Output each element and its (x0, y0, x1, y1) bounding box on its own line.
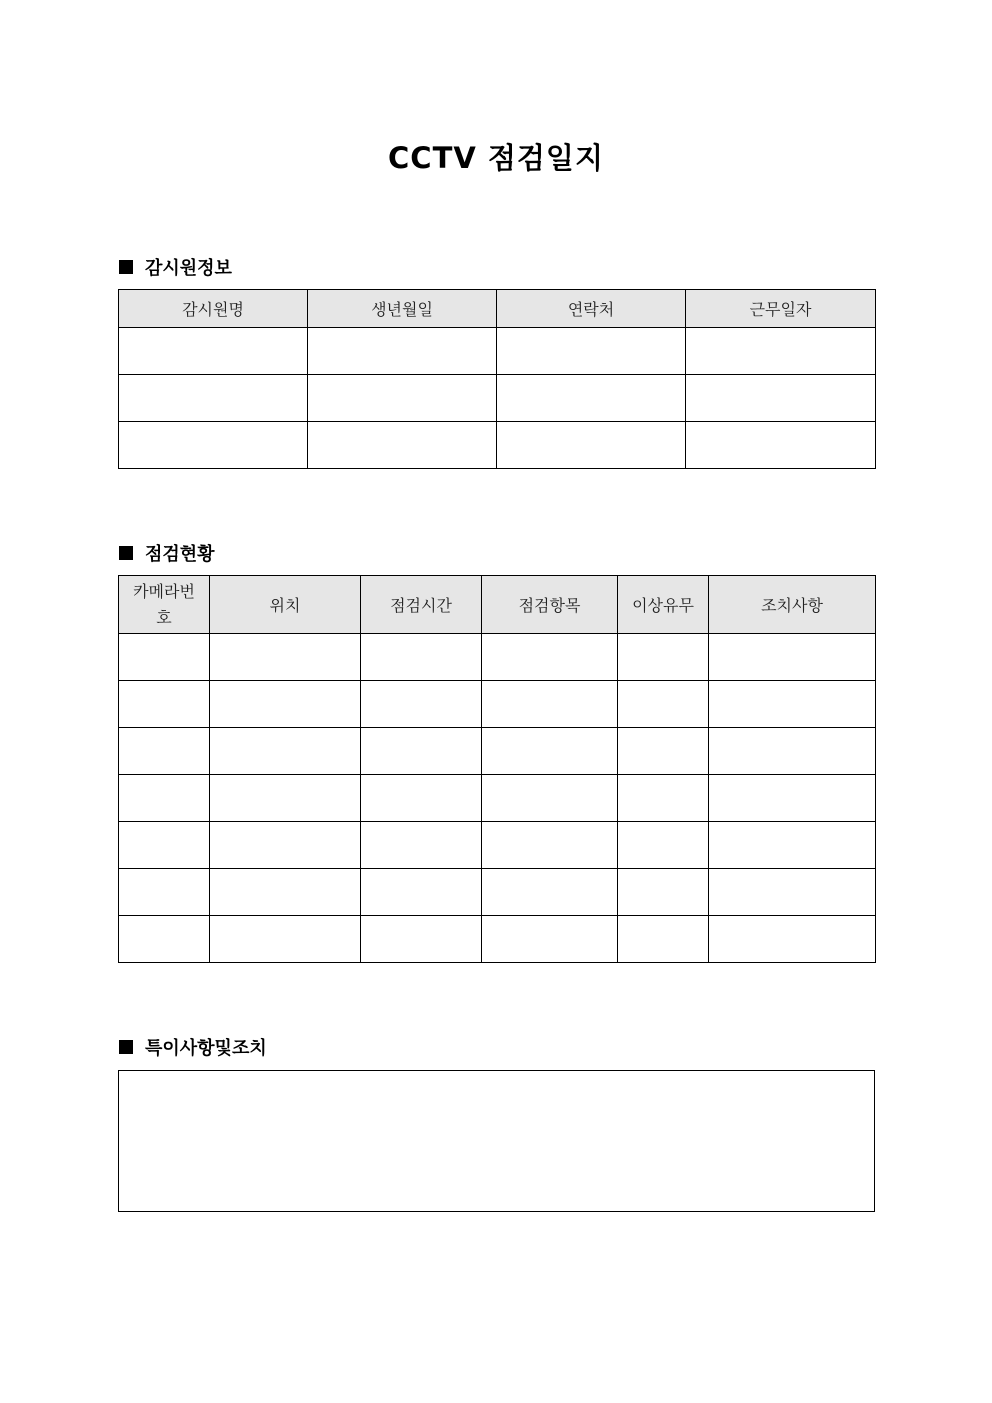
section-heading-monitor (119, 254, 232, 280)
action-taken-cell[interactable] (709, 775, 876, 822)
inspection-time-cell[interactable] (361, 634, 482, 681)
column-header: 이상유무 (618, 576, 709, 634)
action-taken-cell[interactable] (709, 634, 876, 681)
table-row (119, 328, 876, 375)
table-row (119, 916, 876, 963)
section-heading-label: 감시원정보 (145, 258, 232, 279)
abnormality-cell[interactable] (618, 634, 709, 681)
section-heading-label: 점검현황 (145, 544, 215, 565)
contact-cell[interactable] (497, 328, 686, 375)
monitor-info-table (118, 289, 876, 469)
section-heading-notes (119, 1034, 267, 1060)
action-taken-cell[interactable] (709, 728, 876, 775)
column-header: 근무일자 (686, 290, 876, 328)
section-heading-label: 특이사항및조치 (145, 1038, 267, 1059)
action-taken-cell[interactable] (709, 869, 876, 916)
abnormality-cell[interactable] (618, 869, 709, 916)
square-bullet-icon (119, 1040, 133, 1054)
abnormality-cell[interactable] (618, 775, 709, 822)
work-date-cell[interactable] (686, 328, 876, 375)
table-row (119, 422, 876, 469)
inspection-time-cell[interactable] (361, 775, 482, 822)
camera-number-cell[interactable] (119, 681, 210, 728)
inspection-item-cell[interactable] (482, 728, 618, 775)
column-header: 위치 (210, 576, 361, 634)
action-taken-cell[interactable] (709, 822, 876, 869)
column-header: 카메라번호 (119, 576, 210, 634)
abnormality-cell[interactable] (618, 916, 709, 963)
monitor-name-cell[interactable] (119, 328, 308, 375)
birth-date-cell[interactable] (308, 328, 497, 375)
inspection-time-cell[interactable] (361, 869, 482, 916)
table-row (119, 869, 876, 916)
camera-number-cell[interactable] (119, 822, 210, 869)
action-taken-cell[interactable] (709, 916, 876, 963)
column-header: 조치사항 (709, 576, 876, 634)
location-cell[interactable] (210, 822, 361, 869)
inspection-status-table (118, 575, 876, 963)
location-cell[interactable] (210, 916, 361, 963)
table-row (119, 375, 876, 422)
inspection-item-cell[interactable] (482, 916, 618, 963)
birth-date-cell[interactable] (308, 375, 497, 422)
column-header: 생년월일 (308, 290, 497, 328)
contact-cell[interactable] (497, 375, 686, 422)
location-cell[interactable] (210, 869, 361, 916)
square-bullet-icon (119, 546, 133, 560)
inspection-time-cell[interactable] (361, 822, 482, 869)
contact-cell[interactable] (497, 422, 686, 469)
abnormality-cell[interactable] (618, 822, 709, 869)
table-row (119, 681, 876, 728)
table-header-row (119, 576, 876, 634)
special-notes-box[interactable] (118, 1070, 875, 1212)
inspection-item-cell[interactable] (482, 775, 618, 822)
monitor-name-cell[interactable] (119, 422, 308, 469)
inspection-item-cell[interactable] (482, 822, 618, 869)
inspection-time-cell[interactable] (361, 681, 482, 728)
table-row (119, 775, 876, 822)
inspection-time-cell[interactable] (361, 728, 482, 775)
table-row (119, 728, 876, 775)
camera-number-cell[interactable] (119, 634, 210, 681)
birth-date-cell[interactable] (308, 422, 497, 469)
monitor-name-cell[interactable] (119, 375, 308, 422)
camera-number-cell[interactable] (119, 775, 210, 822)
location-cell[interactable] (210, 681, 361, 728)
page-title: CCTV 점검일지 (388, 141, 604, 175)
inspection-item-cell[interactable] (482, 681, 618, 728)
section-heading-inspection (119, 540, 215, 566)
camera-number-cell[interactable] (119, 916, 210, 963)
column-header: 점검항목 (482, 576, 618, 634)
work-date-cell[interactable] (686, 422, 876, 469)
table-header-row (119, 290, 876, 328)
abnormality-cell[interactable] (618, 681, 709, 728)
table-row (119, 634, 876, 681)
inspection-item-cell[interactable] (482, 634, 618, 681)
camera-number-cell[interactable] (119, 728, 210, 775)
column-header: 연락처 (497, 290, 686, 328)
column-header: 감시원명 (119, 290, 308, 328)
location-cell[interactable] (210, 728, 361, 775)
camera-number-cell[interactable] (119, 869, 210, 916)
column-header: 점검시간 (361, 576, 482, 634)
square-bullet-icon (119, 260, 133, 274)
inspection-time-cell[interactable] (361, 916, 482, 963)
work-date-cell[interactable] (686, 375, 876, 422)
action-taken-cell[interactable] (709, 681, 876, 728)
location-cell[interactable] (210, 775, 361, 822)
location-cell[interactable] (210, 634, 361, 681)
table-row (119, 822, 876, 869)
inspection-item-cell[interactable] (482, 869, 618, 916)
abnormality-cell[interactable] (618, 728, 709, 775)
